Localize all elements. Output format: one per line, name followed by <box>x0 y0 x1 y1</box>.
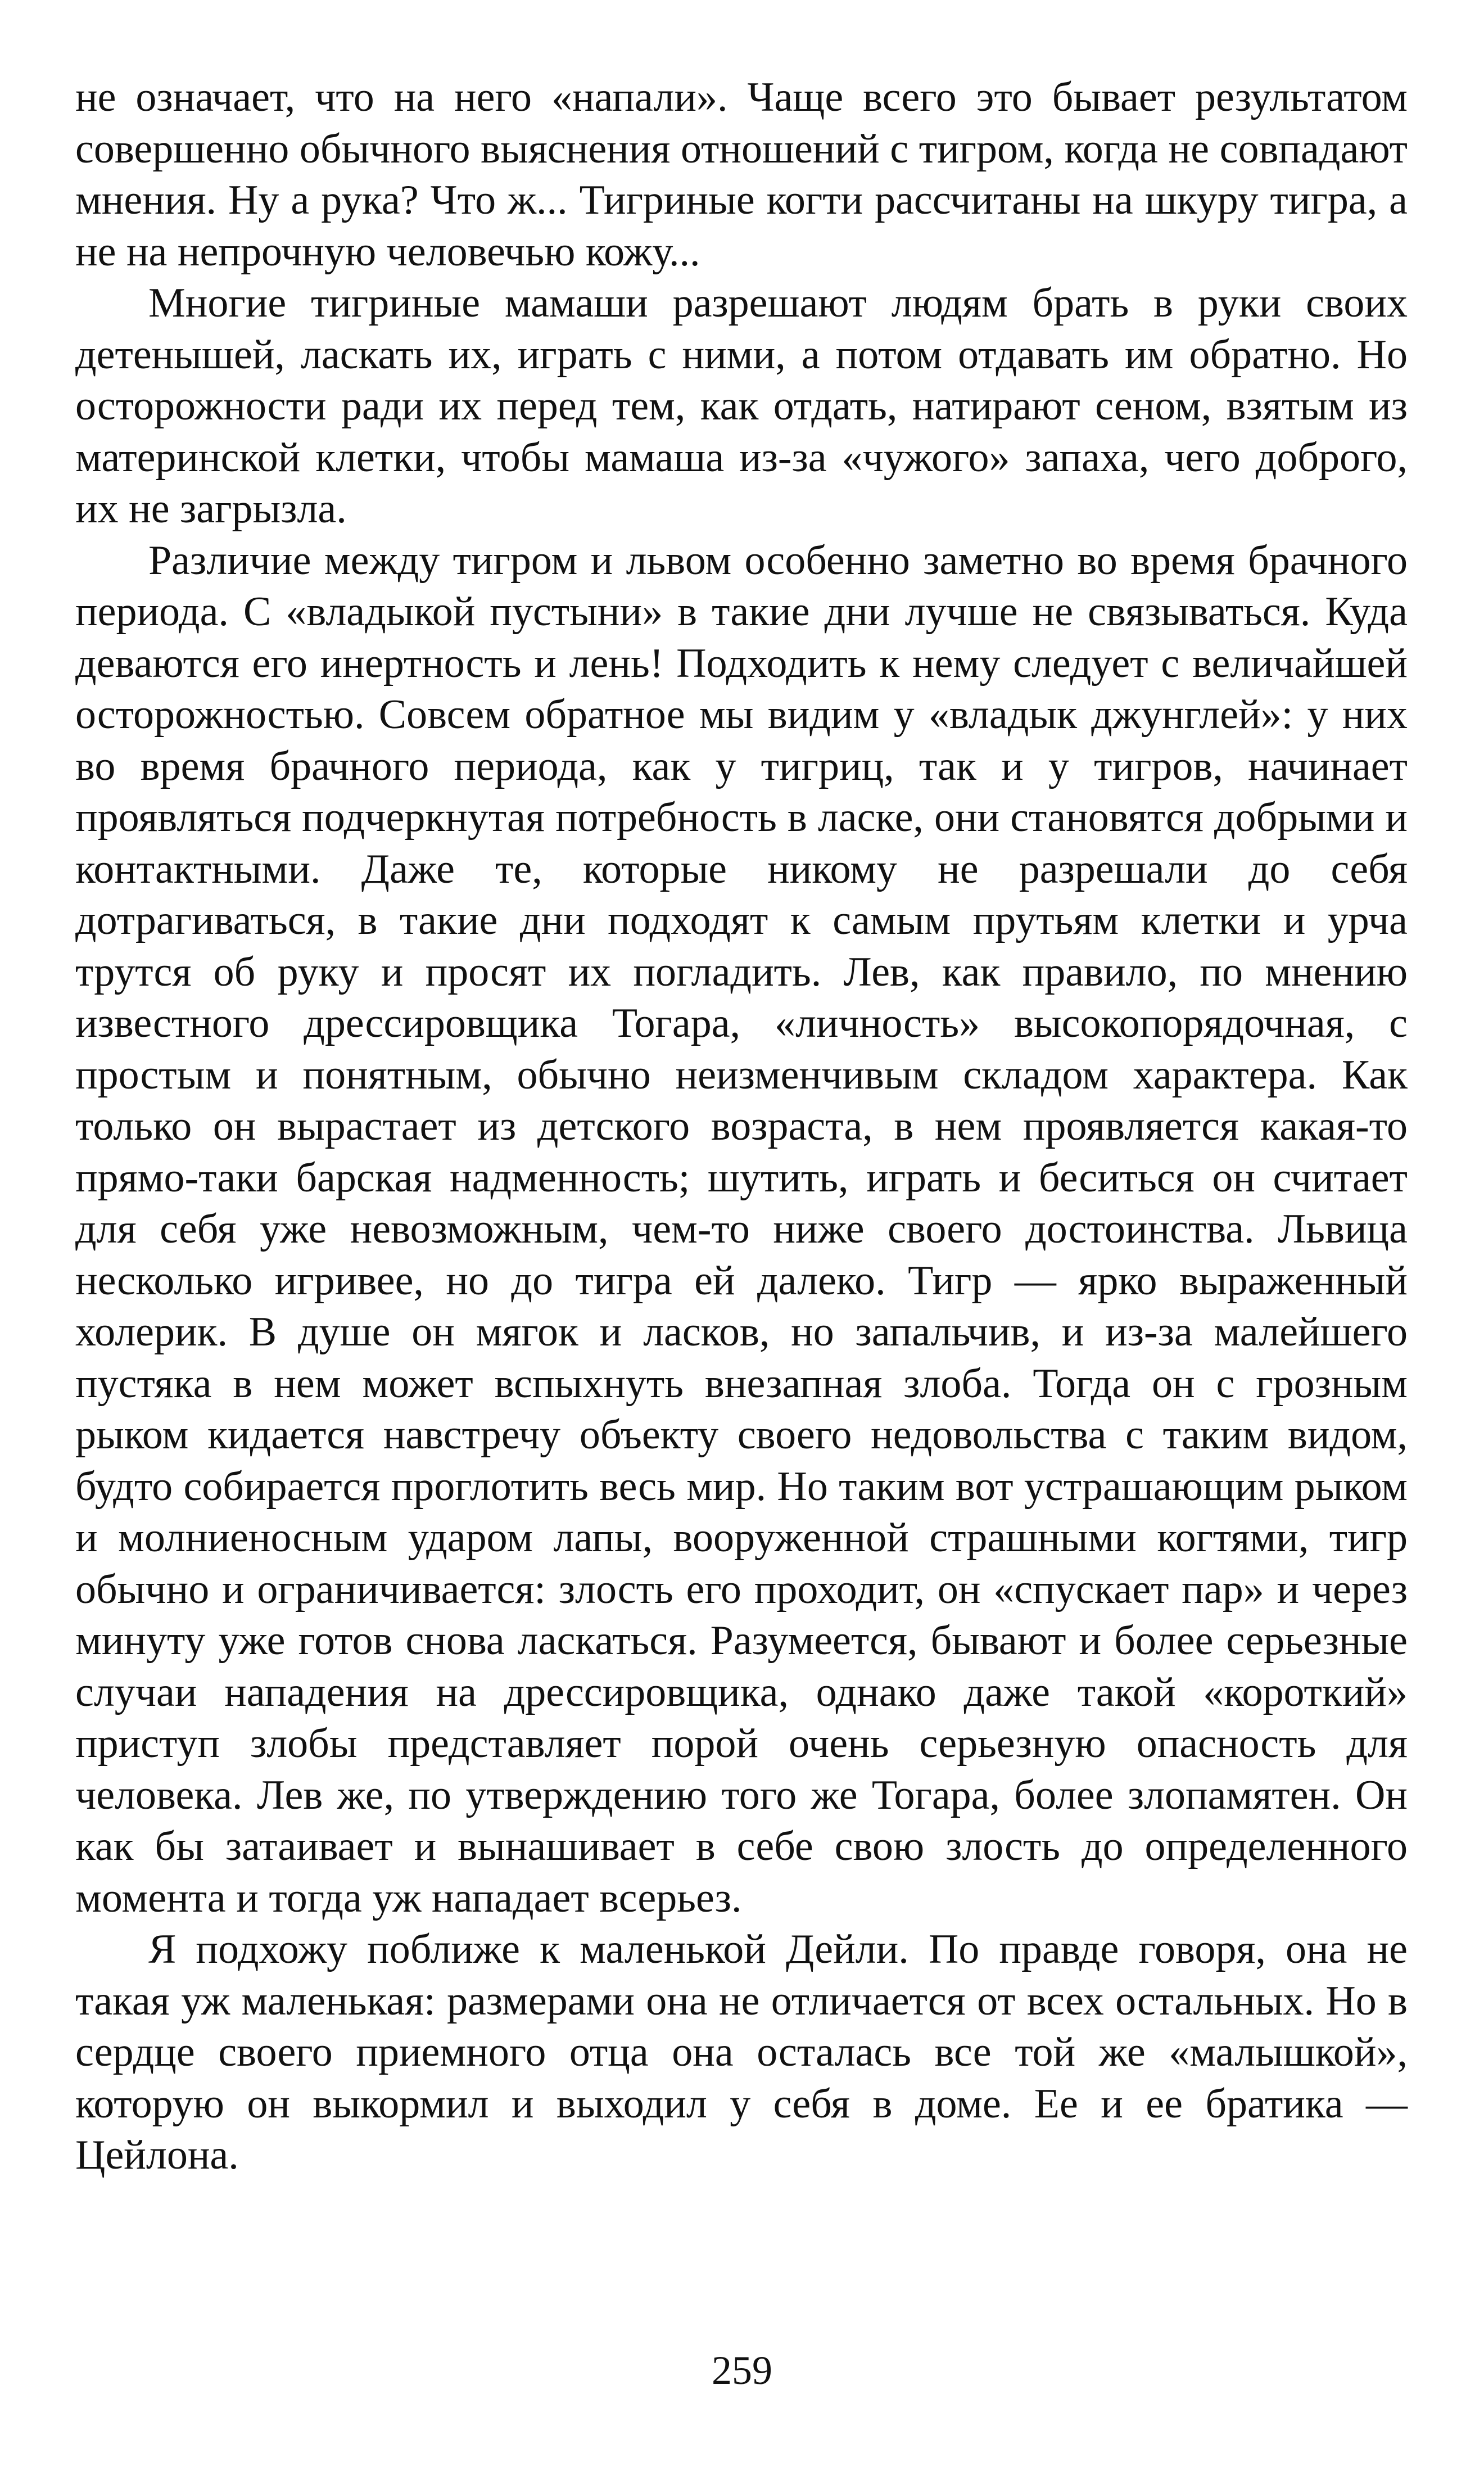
paragraph-2: Многие тигриные мамаши разрешают людям брать в руки своих детенышей, ласкать их, играть с ними, а потом отдавать им обратно. Но осторожности ради их перед тем, как отдать, натирают сеном, взятым из материнской клетки, чтобы мамаша из-за «чужого» запаха, чего доброго, их не загрызла. <box>75 280 1408 532</box>
paragraph-4: Я подхожу поближе к маленькой Дейли. По правде говоря, она не такая уж маленькая: размерами она не отличается от всех остальных. Но в сердце своего приемного отца она осталась все той же «малышкой», которую он выкормил и выходил у себя в доме. Ее и ее братика — Цейлона. <box>75 1926 1408 2178</box>
page-number: 259 <box>712 2348 772 2393</box>
paragraph-3: Различие между тигром и львом особенно заметно во время брачного периода. С «владыкой пустыни» в такие дни лучше не связываться. Куда деваются его инертность и лень! Подходить к нему следует с величайшей осторожностью. Совсем обратное мы видим у «владык джунглей»: у них во время брачного периода, как у тигриц, так и у тигров, начинает проявляться подчеркнутая потребность в ласке, они становятся добрыми и контактными. Даже те, которые никому не разрешали до себя дотрагиваться, в такие дни подходят к самым прутьям клетки и урча трутся об руку и просят их погладить. Лев, как правило, по мнению известного дрессировщика Тогара, «личность» высокопорядочная, с простым и понятным, обычно неизменчивым складом характера. Как только он вырастает из детского возраста, в нем проявляется какая-то прямо-таки барская надменность; шутить, играть и беситься он считает для себя уже невозможным, чем-то ниже своего достоинства. Львица несколько игривее, но до тигра ей далеко. Тигр — ярко выраженный холерик. В душе он мягок и ласков, но запальчив, и из-за малейшего пустяка в нем может вспыхнуть внезапная злоба. Тогда он с грозным рыком кидается навстречу объекту своего недовольства с таким видом, будто собирается проглотить весь мир. Но таким вот устрашающим рыком и молниеносным ударом лапы, вооруженной страшными когтями, тигр обычно и ограничивается: злость его проходит, он «спускает пар» и через минуту уже готов снова ласкаться. Разумеется, бывают и более серьезные случаи нападения на дрессировщика, однако даже такой «короткий» приступ злобы представляет порой очень серьезную опасность для человека. Лев же, по утверждению того же Тогара, более злопамятен. Он как бы затаивает и вынашивает в себе свою злость до определенного момента и тогда уж нападает всерьез. <box>75 537 1408 1921</box>
paragraph-1: не означает, что на него «напали». Чаще всего это бывает результатом совершенно обычного выяснения отношений с тигром, когда не совпадают мнения. Ну а рука? Что ж... Тигриные когти рассчитаны на шкуру тигра, а не на непрочную человечью кожу... <box>75 74 1408 275</box>
body-text <box>75 72 1408 2182</box>
